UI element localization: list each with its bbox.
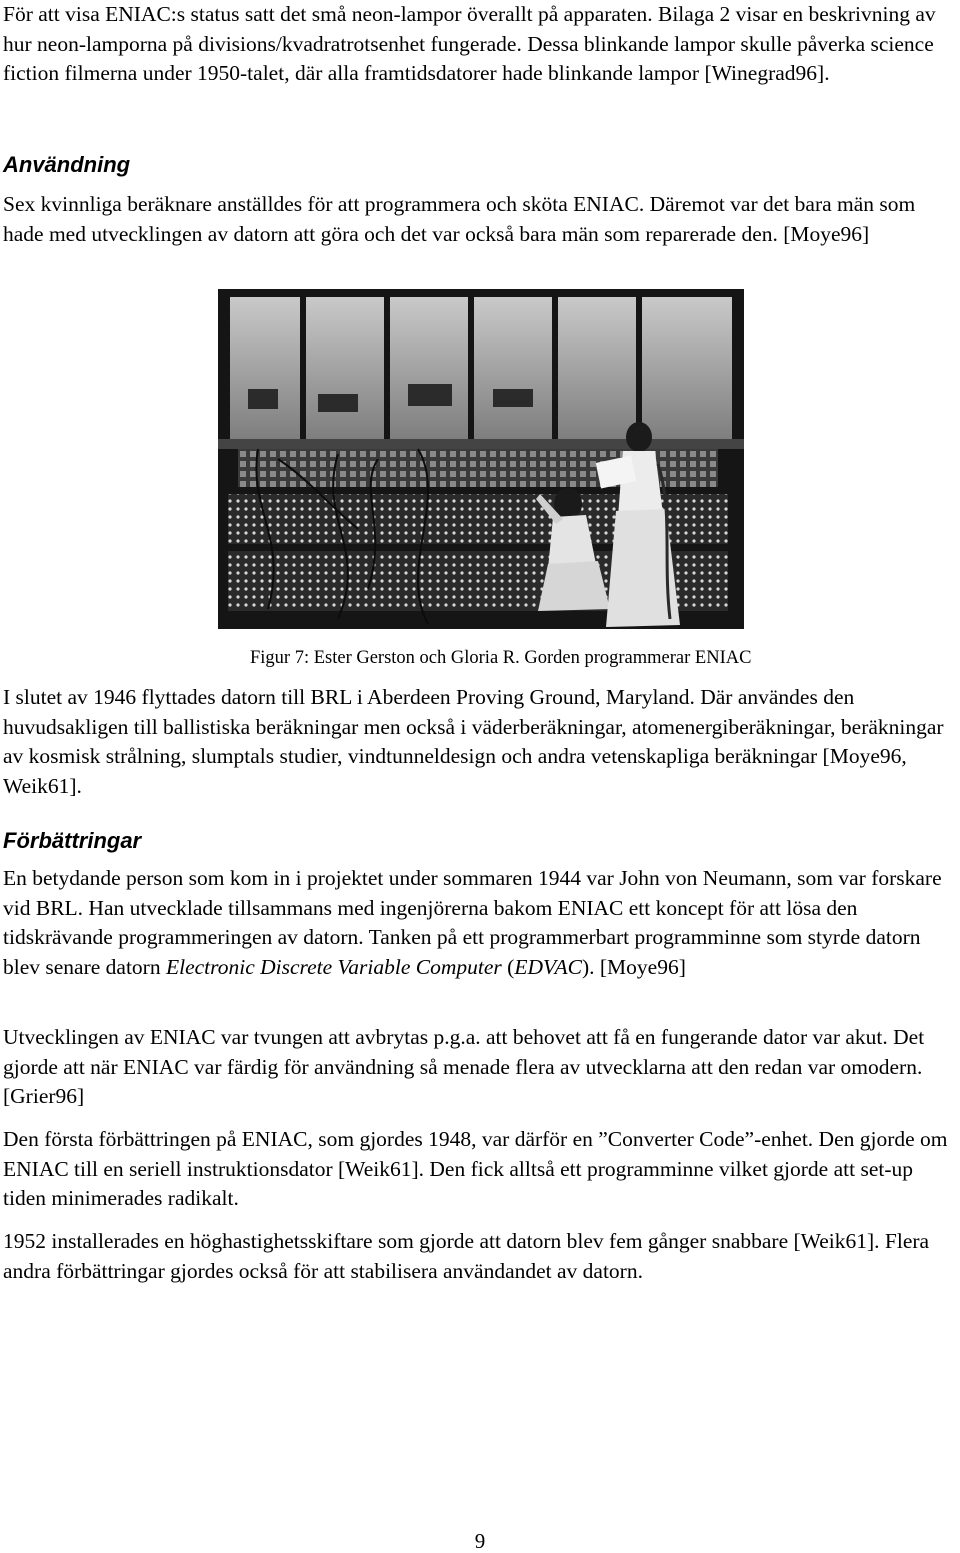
after-figure-paragraph: I slutet av 1946 flyttades datorn till BRL i Aberdeen Proving Ground, Maryland. Där användes den huvudsakligen till ballistiska beräkningar men också i väderberäkningar, atomenergiberäkningar, beräkningar av kosmisk strålning, slumptals studier, vindtunneldesign och andra vetenskapliga beräkningar [Moye96, Weik61]. (3, 685, 944, 798)
edvac-full-name: Electronic Discrete Variable Computer (165, 954, 502, 979)
improvements-paragraph-3: Den första förbättringen på ENIAC, som gjordes 1948, var därför en ”Converter Code”-enhet. Den gjorde om ENIAC till en seriell instruktionsdator [Weik61]. Den fick alltså ett programminne vilket gjorde att set-up tiden minimerades radikalt. (3, 1127, 948, 1210)
heading-improvements: Förbättringar (3, 828, 142, 853)
improvements-p1-text-3: ). [Moye96] (581, 954, 686, 979)
figure-caption: Figur 7: Ester Gerston och Gloria R. Gorden programmerar ENIAC (250, 648, 752, 668)
improvements-paragraph-1 (3, 864, 957, 982)
improvements-p1-text-1: En betydande person som kom in i projektet under sommaren 1944 var John von Neumann, som var forskare vid BRL. Han utvecklade tillsammans med ingenjörerna bakom ENIAC ett koncept för att lösa den tidskrävande programmeringen av datorn. Tanken på ett programmerbart programminne som styrde datorn blev senare datorn (3, 866, 942, 979)
heading-usage: Användning (3, 152, 131, 177)
usage-paragraph: Sex kvinnliga beräknare anställdes för att programmera och sköta ENIAC. Däremot var det bara män som hade med utvecklingen av datorn att göra och det var också bara män som reparerade den. [Moye96] (3, 192, 916, 246)
eniac-photo (218, 289, 744, 629)
improvements-paragraph-4: 1952 installerades en höghastighetsskiftare som gjorde att datorn blev fem gånger snabbare [Weik61]. Flera andra förbättringar gjordes också för att stabilisera användandet av datorn. (3, 1229, 930, 1283)
improvements-p1-text-2: ( (501, 954, 515, 979)
page-number: 9 (474, 1529, 486, 1553)
improvements-paragraph-2: Utvecklingen av ENIAC var tvungen att avbrytas p.g.a. att behovet att få en fungerande dator var akut. Det gjorde att när ENIAC var färdig för användning så menade flera av utvecklarna att den redan var omodern. [Grier96] (3, 1025, 925, 1108)
eniac-photo-illustration (218, 289, 744, 629)
edvac-abbreviation: EDVAC (514, 954, 582, 979)
intro-paragraph: För att visa ENIAC:s status satt det små neon-lampor överallt på apparaten. Bilaga 2 visar en beskrivning av hur neon-lamporna på divisions/kvadratrotsenhet fungerade. Dessa blinkande lampor skulle påverka science fiction filmerna under 1950-talet, där alla framtidsdatorer hade blinkande lampor [Winegrad96]. (3, 2, 936, 85)
